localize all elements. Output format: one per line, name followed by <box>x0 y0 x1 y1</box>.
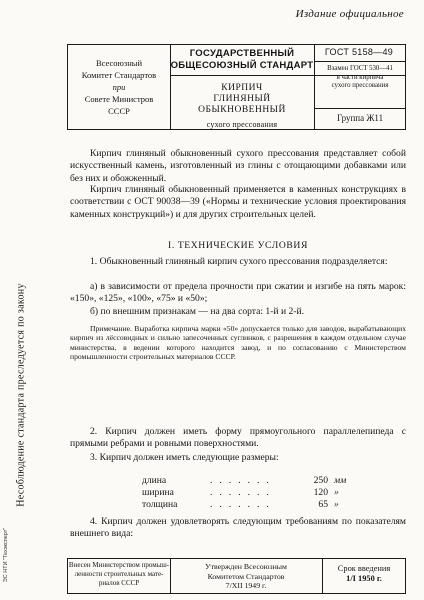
note-paragraph: Примечание. Выработка кирпича марки «50» допускается только для заводов, вырабатывающих кирпич из лёссовидных и сильно запесоченных суглинков, с разрешения в каждом отдельном случае министерства, в ведении которого находится завод, и по согласованию с Министерством промышленности строительных материалов СССР. <box>70 324 406 361</box>
edition-label: Издание официальное <box>295 8 404 20</box>
dimension-leader: ....... <box>210 475 276 486</box>
clause-4: 4. Кирпич должен удовлетворять следующим требованиям по показателям внешнего вида: <box>70 516 406 540</box>
product-title <box>170 83 314 130</box>
issuing-organization <box>68 57 170 117</box>
submitted-by-line: риалов СССР <box>98 578 140 587</box>
dimension-value: 65 <box>318 499 328 510</box>
standard-footer-block <box>67 558 406 594</box>
dimension-row <box>100 499 360 511</box>
effective-date-value: 1/I 1950 г. <box>346 574 382 584</box>
product-line: КИРПИЧ <box>221 83 263 93</box>
approved-by <box>170 562 322 591</box>
header-divider <box>314 61 405 62</box>
approved-by-line: Комитетом Стандартов <box>207 571 285 581</box>
replaces-line: сухого прессования <box>331 82 389 90</box>
legal-side-note <box>8 240 34 550</box>
submitted-by-line: ленности строительных мате- <box>74 569 164 578</box>
effective-date-label: Срок введения <box>337 564 391 573</box>
dimension-name: длина <box>142 475 167 486</box>
standard-type-title <box>170 48 314 72</box>
source-credit-text: ЭС НТИ "Техэксперт" <box>3 527 9 583</box>
dimension-value: 250 <box>313 475 328 486</box>
org-line: при <box>112 82 126 92</box>
dimension-unit: » <box>334 499 339 510</box>
replaces-note <box>314 65 406 91</box>
org-line: Всесоюзный <box>95 58 143 68</box>
dimension-value: 120 <box>313 487 328 498</box>
org-line: Комитет Стандартов <box>81 70 157 80</box>
intro-paragraph: Кирпич глиняный обыкновенный применяется в каменных конструкциях в соответствии с ОСТ 90038—39 («Нормы и технические условия проектирования каменных конструкций») и для других строительных целей. <box>70 184 406 220</box>
gost-number: ГОСТ 5158—49 <box>324 47 394 57</box>
dimensions-list <box>100 475 360 511</box>
product-line: ГЛИНЯНЫЙ ОБЫКНОВЕННЫЙ <box>198 94 286 115</box>
effective-date <box>322 564 406 585</box>
standard-header-block <box>67 44 406 130</box>
product-subtitle: сухого прессования <box>206 120 278 129</box>
standard-type-line: ОБЩЕСОЮЗНЫЙ СТАНДАРТ <box>170 60 314 71</box>
org-line: СССР <box>108 106 130 116</box>
dimension-leader: ....... <box>210 499 276 510</box>
section-heading: I. ТЕХНИЧЕСКИЕ УСЛОВИЯ <box>168 240 308 251</box>
legal-side-note-text: Несоблюдение стандарта преследуется по закону <box>15 283 27 507</box>
dimension-row <box>100 487 360 499</box>
clause-1: 1. Обыкновенный глиняный кирпич сухого прессования подразделяется: <box>90 256 388 267</box>
standard-type-line: ГОСУДАРСТВЕННЫЙ <box>189 48 295 59</box>
intro-paragraph: Кирпич глиняный обыкновенный сухого прессования представляет собой искусственный камень, изготовленный из глины с отощающими добавками или без них и обожженный. <box>70 148 406 184</box>
approved-by-line: 7/XII 1949 г. <box>225 581 267 591</box>
dimension-unit: мм <box>334 475 347 486</box>
dimension-name: ширина <box>142 487 174 498</box>
clause-2: 2. Кирпич должен иметь форму прямоугольного параллелепипеда с прямыми ребрами и ровными поверхностями. <box>70 426 406 450</box>
clause-3: 3. Кирпич должен иметь следующие размеры: <box>90 452 279 463</box>
replaces-line: в части кирпича <box>336 73 384 81</box>
submitted-by-line: Внесен Министерством промыш- <box>68 561 170 569</box>
source-credit <box>0 515 12 595</box>
group-code: Группа Ж11 <box>336 113 384 123</box>
approved-by-line: Утвержден Всесоюзным <box>205 562 287 571</box>
dimension-leader: ....... <box>210 487 276 498</box>
header-divider <box>314 108 405 109</box>
dimension-row <box>100 475 360 487</box>
dimension-unit: » <box>334 487 339 498</box>
clause-1a: а) в зависимости от предела прочности при сжатии и изгибе на пять марок: «150», «125», «100», «75» и «50»; <box>70 281 406 305</box>
submitted-by <box>68 561 170 587</box>
replaces-line: Взамен ГОСТ 530—41 <box>327 65 393 72</box>
dimension-name: толщина <box>142 499 178 510</box>
clause-1b: б) по внешним признакам — на два сорта: 1-й и 2-й. <box>90 306 305 317</box>
org-line: Совете Министров <box>84 94 154 104</box>
